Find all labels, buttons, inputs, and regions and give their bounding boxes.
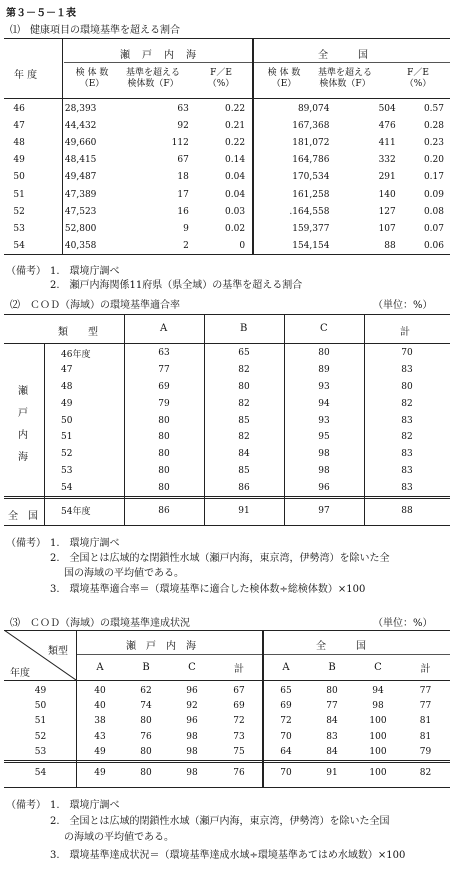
section3-note-2: 2. 全国とは広域的閉鎖性水域（瀬戸内海，東京湾，伊勢湾）を除いた全国	[50, 816, 390, 827]
table-cell: 72	[233, 716, 245, 727]
header-exceed-count-b: 基準を超える 検体数（F）	[317, 68, 372, 89]
table-cell: 50	[34, 701, 47, 712]
table-cell: 82	[238, 398, 250, 409]
table-cell: 62	[140, 685, 152, 696]
table-cell: 98	[186, 747, 198, 758]
table-cell: 98	[186, 731, 198, 742]
column-header: C	[374, 662, 382, 673]
table-cell: 89	[318, 365, 330, 376]
table-cell: 88	[401, 505, 413, 516]
table-cell: 49	[34, 685, 47, 696]
table-cell: 82	[238, 365, 250, 376]
table-row	[77, 660, 450, 675]
section2-type-header: 類 型	[58, 327, 98, 338]
table-cell: 100	[369, 716, 387, 727]
table-row	[45, 463, 450, 480]
table-cell: 332	[378, 155, 396, 166]
table-cell: 80	[158, 465, 170, 476]
table-cell: 86	[238, 482, 250, 493]
table-row	[45, 504, 450, 517]
table-cell: 54	[34, 768, 47, 778]
table-cell: 85	[238, 465, 250, 476]
table-cell: 67	[233, 685, 245, 696]
table-cell: 0.04	[225, 172, 246, 183]
table-cell: 154,154	[292, 241, 330, 252]
table-cell: 51	[34, 716, 47, 727]
side-label-2: 戸	[18, 408, 28, 419]
table-cell: 82	[401, 398, 413, 409]
table-cell: 53	[13, 223, 25, 234]
table-cell: 40	[94, 685, 106, 696]
section2-total-label: 全 国	[8, 511, 38, 522]
table-cell: 80	[140, 768, 152, 778]
section3-note-2b: の海域の平均値である。	[64, 832, 174, 843]
table-cell: 86	[158, 505, 170, 516]
table-cell: 93	[318, 415, 330, 426]
table-row	[45, 412, 450, 429]
header-exceed-count-a: 基準を超える 検体数（F）	[125, 68, 180, 89]
table-cell: 0	[239, 241, 246, 252]
table-row	[45, 479, 450, 496]
section3-data	[4, 683, 450, 760]
table-cell: 476	[378, 120, 396, 131]
table-cell: 52	[13, 206, 25, 217]
table-row	[4, 745, 450, 760]
table-cell: 96	[186, 685, 198, 696]
table-cell: 52	[34, 731, 47, 742]
table-cell: 49	[94, 768, 106, 778]
section3-year-header: 年度	[10, 668, 30, 679]
table-cell: 77	[419, 685, 432, 696]
table-cell: 70	[280, 768, 292, 778]
table-cell: 69	[233, 701, 245, 712]
table-cell: 80	[401, 381, 413, 392]
table-cell: 0.28	[423, 120, 444, 131]
table-cell: 46	[13, 103, 25, 114]
table-cell: 77	[419, 701, 432, 712]
table-cell: 167,368	[292, 120, 330, 131]
table-cell: 88	[384, 241, 396, 252]
table-row	[4, 203, 450, 220]
table-cell: 83	[326, 731, 338, 742]
section3-notes-label: （備考）	[6, 800, 46, 811]
table-cell: 92	[177, 120, 189, 131]
table-row	[4, 683, 450, 698]
table-cell: 0.20	[423, 155, 444, 166]
table-row	[4, 100, 450, 117]
table-cell: 127	[378, 206, 396, 217]
table-cell: 98	[318, 449, 330, 460]
table-cell: 2	[183, 241, 189, 252]
table-row	[4, 238, 450, 255]
table-cell: 91	[326, 768, 338, 778]
section2-data	[45, 345, 450, 496]
table-cell: 164,786	[292, 155, 330, 166]
column-header: 計	[234, 664, 244, 675]
table-cell: 69	[280, 701, 292, 712]
table-cell: 73	[233, 731, 245, 742]
table-cell: 107	[378, 223, 396, 234]
table-cell: 411	[378, 137, 396, 148]
table-cell: 44,432	[64, 120, 97, 131]
table-cell: 0.23	[423, 137, 444, 148]
table-cell: 49,487	[64, 172, 97, 183]
table-cell: 83	[401, 449, 413, 460]
table-cell: 53	[34, 747, 47, 758]
table-cell: 50	[13, 172, 25, 183]
table-cell: 84	[326, 747, 338, 758]
column-header: B	[328, 662, 336, 673]
table-cell: 82	[419, 768, 432, 778]
table-cell: 170,534	[292, 172, 330, 183]
table-cell: 80	[158, 449, 170, 460]
table-cell: 47,389	[64, 189, 97, 200]
table-cell: 93	[318, 381, 330, 392]
table-cell: 504	[378, 103, 396, 114]
table-cell: 76	[233, 768, 245, 778]
table-cell: 40,358	[64, 241, 97, 252]
table-cell: 38	[94, 716, 106, 727]
table-cell: 16	[177, 206, 189, 217]
table-row	[45, 446, 450, 463]
header-ratio-a: F／E （%）	[207, 68, 235, 89]
section2-note-2: 2. 全国とは広域的な閉鎖性水域（瀬戸内海，東京湾，伊勢湾）を除いた全	[50, 553, 390, 564]
table-cell: 65	[238, 348, 250, 359]
table-cell: .164,558	[289, 206, 330, 217]
table-cell: 51	[61, 432, 73, 443]
table-cell: 0.03	[225, 206, 246, 217]
table-cell: 100	[369, 731, 387, 742]
table-cell: 82	[401, 432, 413, 443]
table-row	[4, 117, 450, 134]
table-cell: 51	[13, 189, 25, 200]
table-cell: 0.22	[225, 103, 246, 114]
table-cell: 72	[280, 716, 292, 727]
section3-title: ⑶ ＣＯＤ（海域）の環境基準達成状況	[10, 618, 190, 629]
table-cell: 43	[94, 731, 106, 742]
table-cell: 83	[401, 465, 413, 476]
table-cell: 80	[140, 716, 152, 727]
table-cell: 0.14	[225, 155, 246, 166]
table-cell: 98	[186, 768, 198, 778]
section2-title: ⑵ ＣＯＤ（海域）の環境基準適合率	[10, 300, 180, 311]
table-cell: 0.06	[423, 241, 444, 252]
table-cell: 47	[61, 365, 73, 376]
side-label-3: 内	[18, 430, 28, 441]
table-row	[4, 134, 450, 151]
table-row	[4, 698, 450, 713]
table-cell: 84	[326, 716, 338, 727]
section3-group-setonaikai: 瀬 戸 内 海	[126, 641, 196, 652]
table-cell: 80	[158, 415, 170, 426]
table-row	[45, 379, 450, 396]
section3-col-headers	[77, 660, 450, 675]
table-cell: 65	[280, 685, 292, 696]
section3-group-national: 全 国	[316, 641, 366, 652]
table-row	[4, 768, 450, 778]
table-row	[4, 186, 450, 203]
table-cell: 9	[183, 223, 189, 234]
table-cell: 40	[94, 701, 106, 712]
section2-note-1: 1. 環境庁調べ	[50, 538, 120, 549]
table-cell: 49	[61, 398, 73, 409]
table-row	[45, 429, 450, 446]
table-cell: 94	[372, 685, 384, 696]
section2-note-3: 3. 環境基準適合率＝（環境基準に適合した検体数÷総検体数）×100	[50, 584, 366, 595]
table-cell: 53	[61, 465, 73, 476]
table-cell: 50	[61, 415, 73, 426]
table-cell: 0.22	[225, 137, 246, 148]
table-cell: 63	[158, 348, 170, 359]
table-cell: 80	[158, 482, 170, 493]
table-cell: 80	[326, 685, 338, 696]
side-label-1: 瀬	[18, 386, 28, 397]
table-cell: 76	[140, 731, 152, 742]
column-header: C	[188, 662, 196, 673]
table-cell: 91	[238, 505, 250, 516]
table-cell: 0.17	[423, 172, 444, 183]
section2-col-c: C	[320, 323, 328, 334]
table-cell: 80	[158, 432, 170, 443]
table-cell: 0.07	[423, 223, 444, 234]
table-cell: 89,074	[297, 103, 330, 114]
page-title: 第３－５－１表	[6, 8, 76, 19]
table-cell: 0.57	[423, 103, 444, 114]
table-cell: 181,072	[292, 137, 330, 148]
side-label-4: 海	[18, 452, 28, 463]
section1-title: ⑴ 健康項目の環境基準を超える割合	[10, 25, 180, 36]
table-cell: 85	[238, 415, 250, 426]
table-cell: 80	[318, 348, 330, 359]
table-cell: 82	[238, 432, 250, 443]
table-cell: 79	[419, 747, 432, 758]
table-cell: 83	[401, 482, 413, 493]
table-cell: 100	[369, 768, 387, 778]
table-cell: 161,258	[292, 189, 330, 200]
table-cell: 0.21	[225, 120, 246, 131]
table-cell: 69	[158, 381, 170, 392]
table-cell: 49	[13, 155, 25, 166]
table-cell: 95	[318, 432, 330, 443]
table-cell: 83	[401, 415, 413, 426]
table-cell: 80	[140, 747, 152, 758]
table-cell: 28,393	[64, 103, 97, 114]
table-cell: 97	[318, 505, 330, 516]
table-cell: 159,377	[292, 223, 330, 234]
table-cell: 52	[61, 449, 73, 460]
table-cell: 64	[280, 747, 292, 758]
table-cell: 49,660	[64, 137, 97, 148]
table-cell: 112	[171, 137, 189, 148]
table-cell: 140	[378, 189, 396, 200]
section2-col-b: B	[240, 323, 248, 334]
section1-data	[4, 100, 450, 255]
table-cell: 48	[13, 137, 25, 148]
table-cell: 47	[13, 120, 25, 131]
table-cell: 83	[401, 365, 413, 376]
table-cell: 54	[61, 482, 73, 493]
section1-note-2: 2. 瀬戸内海関係11府県（県全域）の基準を超える割合	[50, 280, 303, 291]
section2-col-total: 計	[400, 327, 410, 338]
table-cell: 98	[318, 465, 330, 476]
column-header: 計	[420, 664, 431, 675]
table-cell: 81	[419, 716, 432, 727]
table-row	[4, 714, 450, 729]
table-cell: 0.08	[423, 206, 444, 217]
group-setonaikai-header: 瀬 戸 内 海	[120, 50, 197, 61]
table-row	[45, 345, 450, 362]
section2-total-row	[45, 504, 450, 517]
table-cell: 18	[177, 172, 189, 183]
group-national-header: 全 国	[318, 50, 368, 61]
section1-notes-label: （備考）	[6, 266, 46, 277]
section3-note-3: 3. 環境基準達成状況＝（環境基準達成水域÷環境基準あてはめ水域数）×100	[50, 850, 406, 861]
table-cell: 70	[280, 731, 292, 742]
table-cell: 67	[177, 155, 189, 166]
section3-unit: （単位：%）	[373, 618, 433, 629]
header-sample-count-a: 検 体 数 （E）	[75, 68, 109, 89]
table-cell: 98	[372, 701, 384, 712]
table-cell: 49	[94, 747, 106, 758]
table-cell: 48	[61, 381, 73, 392]
table-cell: 52,800	[64, 223, 97, 234]
table-cell: 80	[238, 381, 250, 392]
table-cell: 0.09	[423, 189, 444, 200]
table-cell: 94	[318, 398, 330, 409]
table-cell: 100	[369, 747, 387, 758]
table-cell: 0.02	[225, 223, 246, 234]
table-cell: 48,415	[64, 155, 97, 166]
table-row	[4, 729, 450, 744]
table-cell: 96	[186, 716, 198, 727]
table-cell: 84	[238, 449, 250, 460]
table-cell: 17	[177, 189, 189, 200]
header-sample-count-b: 検 体 数 （E）	[267, 68, 301, 89]
table-cell: 63	[177, 103, 189, 114]
table-cell: 75	[233, 747, 245, 758]
section3-type-header: 類型	[48, 646, 68, 657]
table-row	[4, 152, 450, 169]
table-cell: 291	[378, 172, 396, 183]
table-row	[4, 220, 450, 237]
section2-notes-label: （備考）	[6, 538, 46, 549]
section1-note-1: 1. 環境庁調べ	[50, 266, 120, 277]
table-cell: 54年度	[61, 507, 91, 517]
table-cell: 92	[186, 701, 198, 712]
table-row	[45, 395, 450, 412]
table-row	[45, 362, 450, 379]
table-cell: 81	[419, 731, 432, 742]
table-cell: 79	[158, 398, 170, 409]
table-cell: 77	[326, 701, 338, 712]
column-header: A	[96, 662, 104, 673]
section2-unit: （単位：%）	[373, 300, 433, 311]
table-cell: 74	[140, 701, 152, 712]
section3-note-1: 1. 環境庁調べ	[50, 800, 120, 811]
table-cell: 0.04	[225, 189, 246, 200]
table-cell: 54	[13, 241, 25, 252]
table-row	[4, 169, 450, 186]
table-cell: 46年度	[61, 349, 91, 360]
table-cell: 96	[318, 482, 330, 493]
table-cell: 70	[401, 348, 413, 359]
table-cell: 47,523	[64, 206, 97, 217]
col-year-header: 年 度	[14, 70, 38, 81]
section2-note-2b: 国の海域の平均値である。	[64, 568, 184, 579]
column-header: B	[142, 662, 150, 673]
section2-col-a: A	[160, 323, 168, 334]
column-header: A	[282, 662, 290, 673]
table-cell: 77	[158, 365, 170, 376]
header-ratio-b: F／E （%）	[404, 68, 432, 89]
section3-last-row	[4, 768, 450, 778]
